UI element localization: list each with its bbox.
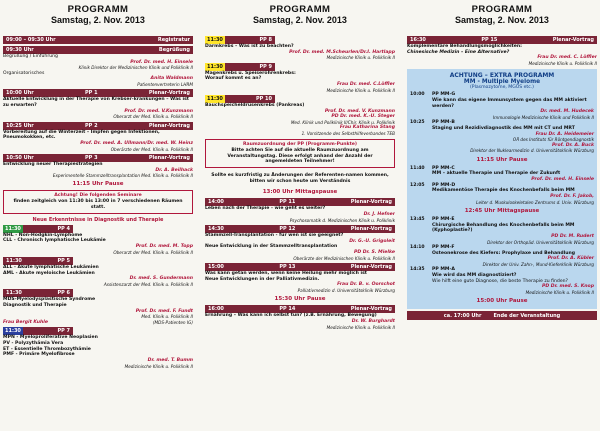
speaker: Dr. J. Hefner	[363, 212, 395, 218]
speaker: Prof. Dr. med. V.Kunzmann	[124, 108, 193, 114]
speaker: Prof. Dr. F. Jakob,	[550, 194, 594, 200]
session-bar: 14:00 PP 11 Plenar-Vortrag	[205, 198, 395, 206]
speaker: PD Dr. med. K.-U. Steger	[331, 114, 395, 120]
speaker: Prof. Dr. med. V. Kunzmann	[324, 108, 395, 114]
section-heading: Neue Erkenntnisse in Diagnostik und Therapie	[32, 216, 164, 223]
affiliation: Patientenvertreterin LHRM	[137, 82, 193, 88]
pause-label: 11:15 Uhr Pause	[476, 156, 528, 163]
speaker: PD Dr. S. Mielke	[353, 250, 395, 256]
affiliation: Palliativmedizin d. Universitätsklinik Würzburg	[297, 288, 395, 294]
session-title: Ernährung – Was kann ich selbst tun? (z.B. Ernährung, Bewegung)	[205, 313, 377, 319]
notice-title: Raumzuordnung der PP (Programm-Punkte)	[242, 142, 358, 148]
affiliation: 1. Vorsitzende des Selbsthilfeverbandes TEB	[301, 130, 395, 136]
speaker: Prof. Dr. med. M. Topp	[135, 243, 193, 249]
program-date: Samstag, 2. Nov. 2013	[51, 15, 145, 25]
session-title: Osteonekrose des Kiefers: Prophylaxe und Behandlung	[432, 250, 576, 256]
session-title: Medikamentöse Therapie des Knochenbefalls beim MM	[432, 188, 575, 194]
session-title: ET - Essentielle Thrombozythämie	[3, 346, 91, 352]
session-bar: 15:00 PP 13 Plenar-Vortrag	[205, 263, 395, 271]
session-title: Begrüßung / Einführung	[3, 54, 58, 59]
session-title: Stammzell-Transplantation - für wen ist sie geeignet?	[205, 232, 344, 238]
session-title: Neue Entwicklungen in der Palliativmedizin.	[205, 276, 320, 282]
session-bar: 10:00 Uhr PP 1 Plenar-Vortrag	[3, 89, 193, 97]
session-title: ALL - Akute lymphatische Leukämien	[3, 264, 99, 270]
session-title: MDS-Myelodysplastische Syndrome	[3, 297, 96, 303]
session-bar: 10:25 Uhr PP 2 Plenar-Vortrag	[3, 122, 193, 130]
list-item: 13:45 PP MM-E	[410, 216, 455, 222]
session-title: Leben nach der Therapie - wie geht es weiter?	[205, 206, 326, 212]
speaker: Dr. W. Burghardt	[351, 319, 395, 324]
pause-label: 11:15 Uhr Pause	[72, 181, 124, 188]
pause-label: 15:30 Uhr Pause	[274, 296, 326, 303]
header	[3, 0, 193, 34]
session-subtitle: Wie hilft eine gute Diagnose, die beste Therapie zu finden?	[432, 278, 568, 284]
speaker: Anita Waldmann	[150, 76, 193, 82]
program-date: Samstag, 2. Nov. 2013	[455, 15, 549, 25]
session-title: Entwicklung neuer Therapiestrategien	[3, 161, 103, 167]
column-2	[205, 0, 395, 431]
speaker: Frau Dr. B. v. Oorschot	[337, 282, 395, 288]
session-title: Staging und Rezidivdiagnostik des MM mit CT und MRT	[432, 126, 575, 132]
session-title: Komplementäre Behandlungsmöglichkeiten:	[407, 44, 522, 49]
speaker: Prof. Dr. A. Buck	[551, 142, 594, 148]
list-item: 14:35 PP MM-A	[410, 267, 455, 273]
affiliation: Psychosomatik d. Medizinischen Klinik u. Poliklinik	[289, 217, 395, 223]
pause-label: 15:00 Uhr Pause	[476, 298, 528, 305]
session-bar: 09:30 Uhr Begrüßung	[3, 46, 193, 54]
notice-box	[205, 171, 395, 186]
session-title: Was kann getan werden, wenn keine Heilung mehr möglich ist	[205, 270, 368, 276]
column-1	[3, 0, 193, 431]
session-title: Magenkrebs u. Speiseröhrenkrebs:	[205, 70, 296, 76]
session-title: MM – aktuelle Therapie und Therapie der Zukunft	[432, 171, 561, 177]
session-bar: 09:00 – 09:30 Uhr Registratur	[3, 36, 193, 44]
session-title: AML - Akute myeloische Leukämien	[3, 270, 95, 276]
pause-label: 12:45 Uhr Mittagspause	[464, 207, 540, 214]
speaker: Frau Katharina Stang	[339, 125, 395, 131]
affiliation: (MDS-Patienten IG)	[152, 319, 193, 325]
session-title: Aktuelle Entwicklung in der Therapie von Krebser-krankungen – Was ist zu erwarten?	[3, 97, 190, 108]
session-title: Organisatorisches	[3, 70, 45, 76]
affiliation: Medizinische Klinik u. Poliklinik II	[326, 324, 395, 330]
affiliation: Oberarzt der Med. Klinik u. Poliklinik II	[113, 249, 193, 255]
speaker: Dr. G.-U. Grigoleit	[349, 238, 395, 244]
affiliation: Direktor der Univ. Zahn-, Mund-Kieferklinik Würzburg	[482, 262, 594, 268]
session-bar: 10:50 Uhr PP 3 Plenar-Vortrag	[3, 154, 193, 162]
session-title: Diagnostik und Therapie	[3, 302, 67, 308]
affiliation: Medizinische Klinik u. Poliklinik II	[528, 61, 597, 67]
end-time: ca. 17:00 Uhr	[443, 312, 482, 319]
pause-label: 13:00 Uhr Mittagspause	[262, 189, 338, 196]
speaker: Prof. Dr. med. A. Ullmann/Dr. med. W. Heinz	[80, 140, 193, 146]
speaker: Dr. med. S. Gundermann	[129, 276, 193, 282]
speaker: Frau Bergit Kuhle	[3, 319, 48, 325]
extra-program-block	[407, 69, 597, 309]
affiliation: Medizinische Klinik u. Poliklinik II	[124, 363, 193, 369]
list-item: 12:05 PP MM-D	[410, 182, 456, 188]
affiliation: Oberärzte der Med. Klinik u. Poliklinik II	[110, 146, 193, 152]
list-item: 14:10 PP MM-F	[410, 244, 455, 250]
speaker: Frau Dr. med. C. Löffler	[537, 55, 597, 61]
affiliation: Medizinische Klinik u. Poliklinik II	[326, 55, 395, 61]
notice-box	[3, 190, 193, 213]
session-title: NHL - Non-Hodgkin-Lymphome	[3, 232, 83, 238]
program-title: PROGRAMM	[471, 4, 533, 15]
affiliation: Oberarzt der Med. Klinik u. Poliklinik II	[113, 114, 193, 120]
column-3	[407, 0, 597, 431]
speaker: Prof. Dr. A. Kübler	[547, 256, 594, 262]
affiliation: Direktor der Nuklearmedizin d. Universitätsklinik Würzburg	[470, 148, 594, 154]
session-bar: 11:30 PP 4	[3, 225, 73, 233]
affiliation: Medizinische Klinik u. Poliklinik II	[525, 290, 594, 296]
session-bar: 11:30 PP 7	[3, 327, 73, 335]
speaker: Dr. A. Beilhack	[155, 167, 193, 173]
affiliation: Leiter d. Muskuloskeletalen Zentrums d. Univ. Würzburg	[476, 199, 594, 205]
session-title: Vorbereitung auf die Winterzeit – Impfen gegen Infektionen, Pneumokokken, etc.	[3, 129, 160, 141]
session-title: Bauchspeicheldrüsenkrebs (Pankreas)	[205, 102, 305, 108]
session-bar: 14:30 PP 12 Plenar-Vortrag	[205, 225, 395, 233]
list-item: 11:40 PP MM-C	[410, 165, 455, 171]
speaker: Prof. Dr. med. M.Scheurlen/Dr.I. Hartlapp	[289, 49, 395, 55]
speaker: Prof. Dr. med. H. Einsele	[531, 176, 594, 182]
speaker: Frau Dr. med. C.Löffler	[337, 82, 395, 88]
speaker: Dr. med. T. Bumm	[147, 358, 193, 364]
speaker: Frau Dr. A. Heidemeier	[535, 131, 594, 137]
notice-text: Bitte achten Sie auf die aktuelle Raumzuordnung am Veranstaltungstag. Diese erfolgt anhand der Anzahl der angemeldeten Teilnehmer!	[227, 147, 373, 165]
session-title: Wie wird das MM diagnostiziert?	[432, 273, 517, 278]
notice-title: Achtung! Die folgenden Seminare	[54, 193, 142, 199]
speaker: Prof. Dr. med. H. Einsele	[130, 59, 193, 65]
affiliation: Direktor der Orthopäd. Universitätsklinik Würzburg	[487, 239, 594, 245]
speaker: Prof. Dr. med. F. Fundt	[135, 308, 193, 314]
session-bar: 16:30 PP 15 Plenar-Vortrag	[407, 36, 597, 44]
end-label: Ende der Veranstaltung	[493, 312, 561, 319]
session-title: Darmkrebs – Was ist zu beachten?	[205, 44, 294, 49]
affiliation: Experimentelle Stammzelltransplantation Med. Klinik u. Poliklinik II	[52, 173, 193, 179]
program-title: PROGRAMM	[67, 4, 129, 15]
affiliation: Immunologie Medizinische Klinik und Poliklinik II	[492, 115, 594, 121]
extra-program-note: (Plasmozytome, MGUS etc.)	[470, 85, 534, 91]
session-title: PV - Polyzythämia Vera	[3, 340, 64, 346]
session-title: Chirurgische Behandlung des Knochenbefalls beim MM (Kyphoplastie?)	[432, 222, 575, 234]
session-bar: 11:30 PP 8	[205, 36, 275, 44]
program-title: PROGRAMM	[269, 4, 331, 15]
notice-text: finden zeitgleich von 11:30 bis 13:00 in 7 verschiedenen Räumen statt.	[13, 199, 183, 210]
notice-box	[205, 139, 395, 168]
header	[407, 0, 597, 34]
session-title: Worauf kommt es an?	[205, 76, 262, 82]
session-bar: 11:30 PP 10	[205, 95, 275, 103]
session-bar: 11:30 PP 9	[205, 63, 275, 71]
list-item: 10:25 PP MM-B	[410, 120, 455, 126]
affiliation: Medizinische Klinik u. Poliklinik II	[326, 87, 395, 93]
affiliation: Med. Klinik und Poliklinik II/Chir. Klinik u. Poliklinik	[290, 120, 395, 126]
session-bar: 16:00 PP 14 Plenar-Vortrag	[205, 305, 395, 313]
list-item: 10:00 PP MM-G	[410, 92, 456, 98]
session-title: PMF - Primäre Myelofibrose	[3, 352, 75, 358]
session-title: MPN - Myeloproliferative Neoplasien	[3, 335, 98, 341]
affiliation: OÄ des Instituts für Röntgendiagnostik	[512, 137, 594, 143]
extra-program-title: ACHTUNG – EXTRA PROGRAMM	[449, 72, 555, 80]
session-bar: 11:30 PP 6	[3, 289, 73, 297]
affiliation: Oberärzte der Medizinischen Klinik u. Poliklinik II	[293, 255, 395, 261]
notice-text: Sollte es kurzfristig zu Änderungen der Referenten-namen kommen, bitten wir schon heute um Verständnis	[211, 172, 389, 184]
speaker: PD Dr. med. S. Knop	[541, 284, 594, 290]
affiliation: Med. Klinik u. Poliklinik II	[141, 314, 193, 320]
session-title: Wie kann das eigene Immunsystem gegen das MM aktiviert werden?	[432, 98, 587, 109]
affiliation: Assistenzarzt der Med. Klinik u. Poliklinik II	[103, 281, 193, 287]
end-bar	[407, 311, 597, 320]
session-title: CLL - Chronisch lymphatische Leukämie	[3, 238, 106, 244]
affiliation: Klinik Direktor der Medizinischen Klinik und Poliklinik II	[78, 65, 193, 71]
program-date: Samstag, 2. Nov. 2013	[253, 15, 347, 25]
speaker: PD Dr. M. Rudert	[551, 234, 594, 240]
extra-program-subtitle: MM - Multiple Myelome	[463, 79, 541, 86]
header	[205, 0, 395, 34]
speaker: Dr. med. M. Hudecek	[540, 109, 594, 115]
session-title: Chinesische Medizin – Eine Alternative?	[407, 49, 510, 55]
session-title: Neue Entwicklung in der Stammzelltransplantation	[205, 244, 338, 250]
session-bar: 11:30 PP 5	[3, 257, 73, 265]
